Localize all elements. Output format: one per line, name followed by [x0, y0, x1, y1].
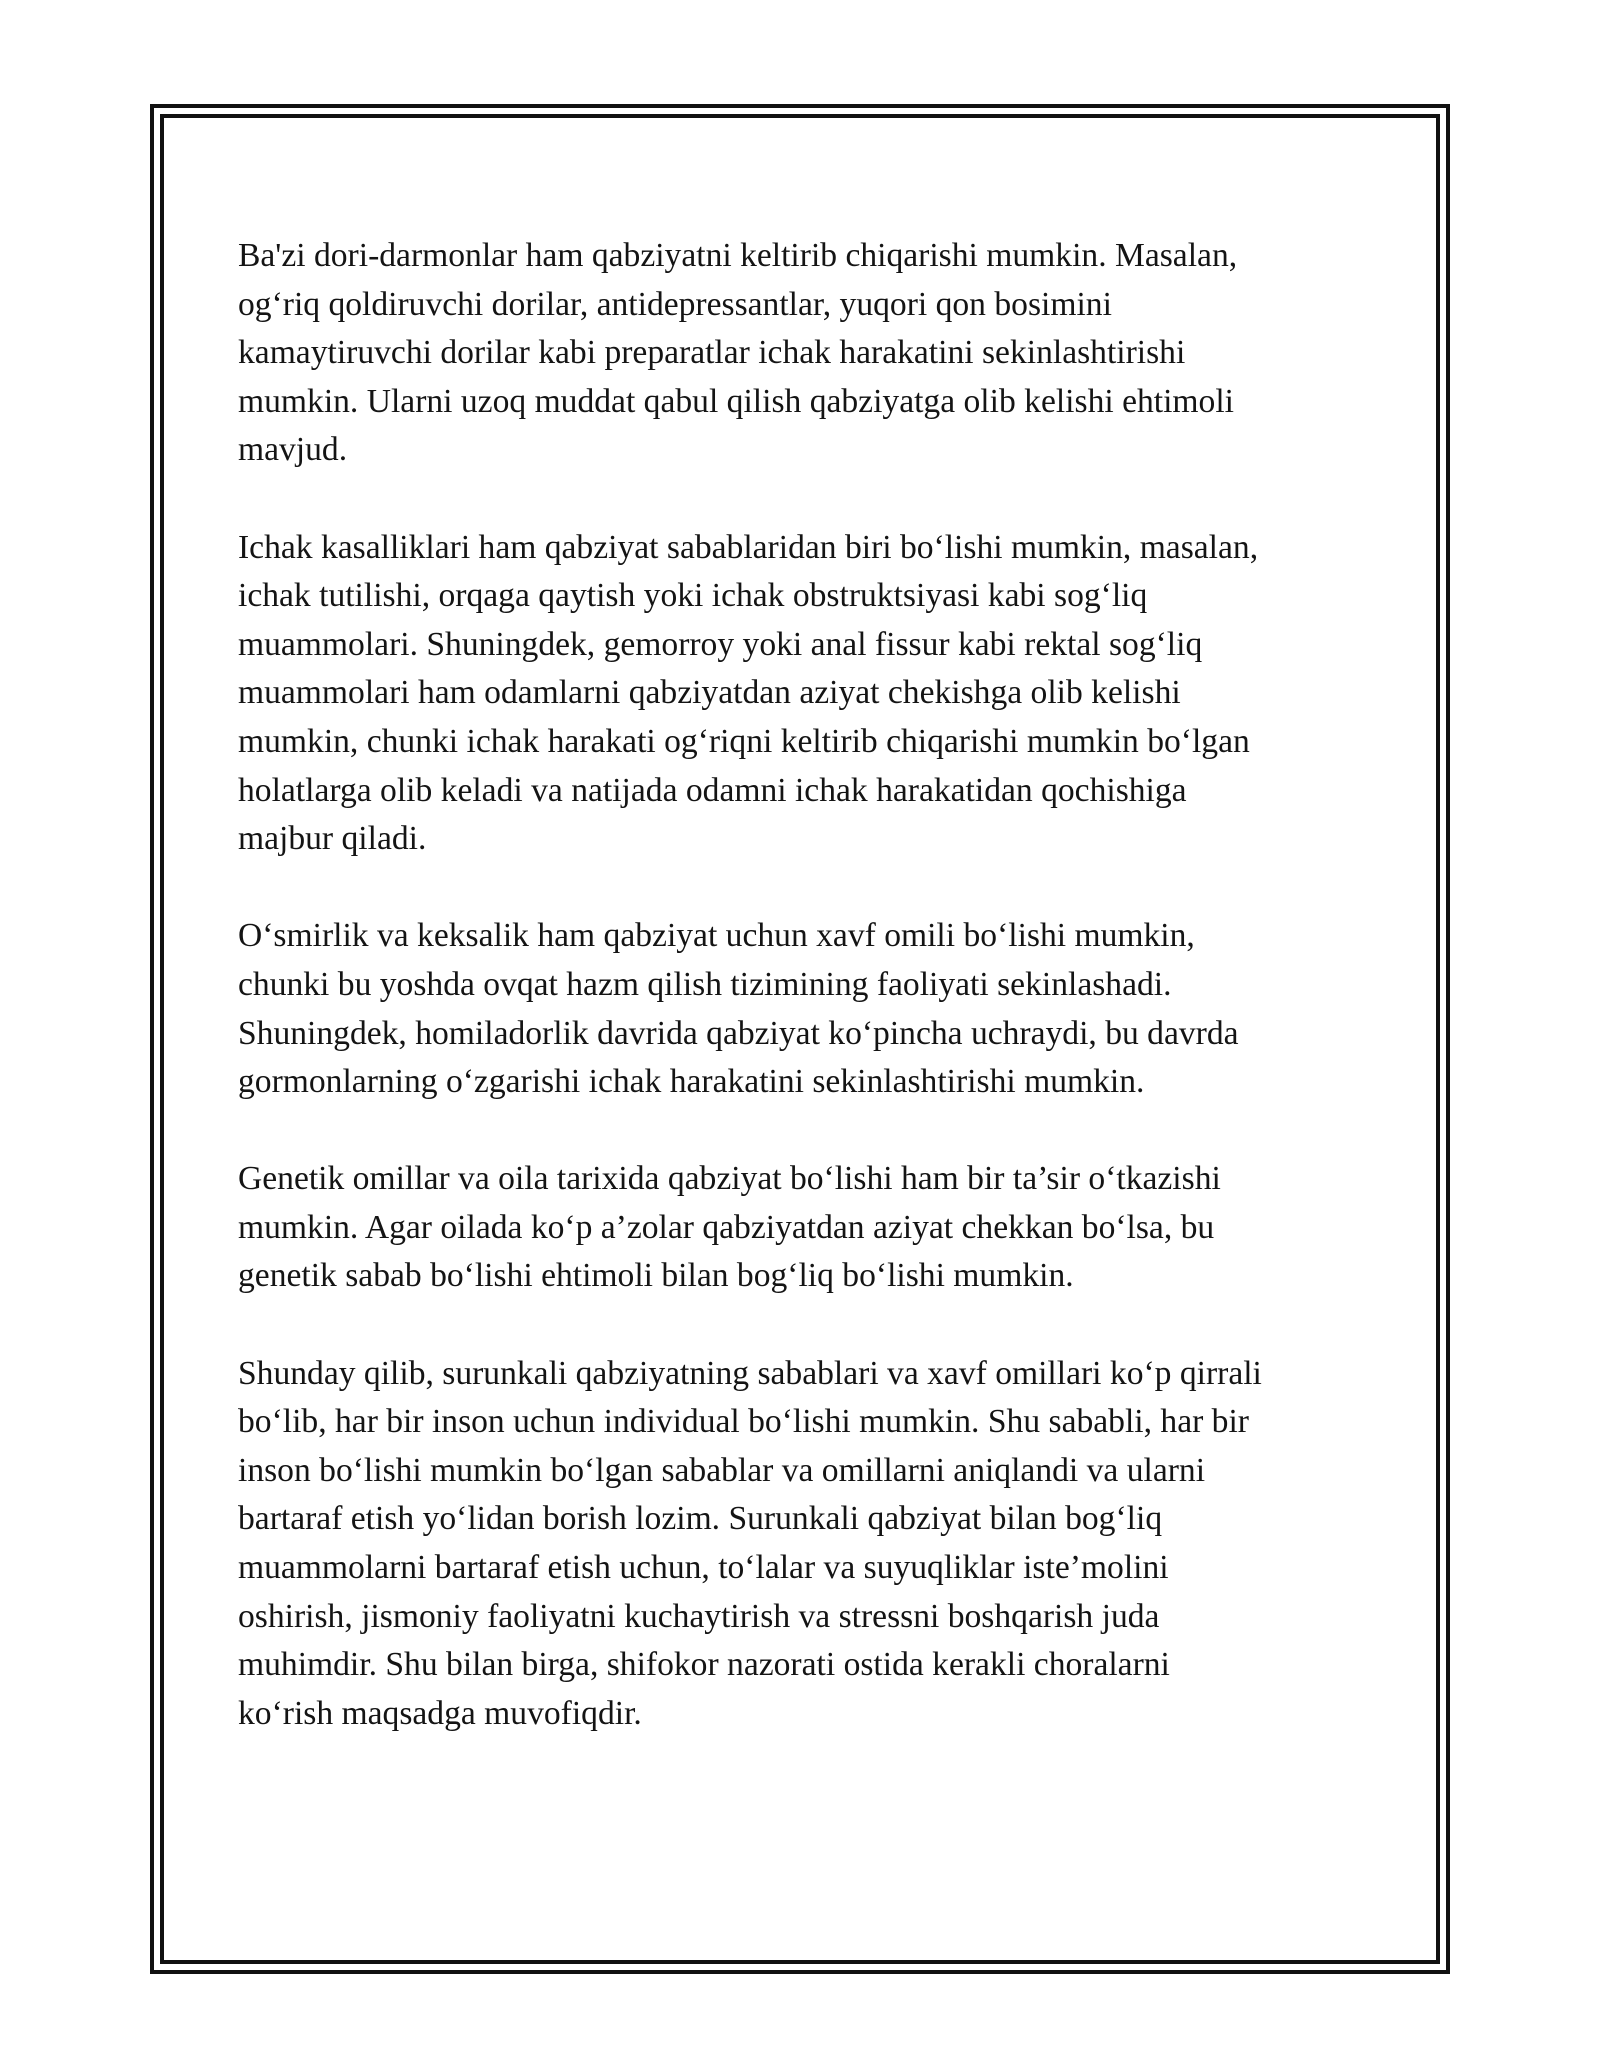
document-body	[238, 232, 1378, 1787]
paragraph-genetic-factors: Genetik omillar va oila tarixida qabziyat bo‘lishi ham bir ta’sir o‘tkazishi mumkin. Agar oilada ko‘p a’zolar qabziyatdan aziyat chekkan bo‘lsa, bu genetik sabab bo‘lishi ehtimoli bilan bog‘liq bo‘lishi mumkin.	[238, 1160, 1221, 1295]
paragraph-conclusion: Shunday qilib, surunkali qabziyatning sabablari va xavf omillari ko‘p qirrali bo‘lib, har bir inson uchun individual bo‘lishi mumkin. Shu sababli, har bir inson bo‘lishi mumkin bo‘lgan sabablar va omillarni aniqlandi va ularni bartaraf etish yo‘lidan borish lozim. Surunkali qabziyat bilan bog‘liq muammolarni bartaraf etish uchun, to‘lalar va suyuqliklar iste’molini oshirish, jismoniy faoliyatni kuchaytirish va stressni boshqarish juda muhimdir. Shu bilan birga, shifokor nazorati ostida kerakli choralarni ko‘rish maqsadga muvofiqdir.	[238, 1354, 1262, 1732]
paragraph-medications: Ba'zi dori-darmonlar ham qabziyatni keltirib chiqarishi mumkin. Masalan, og‘riq qoldiruvchi dorilar, antidepressantlar, yuqori qon bosimini kamaytiruvchi dorilar kabi preparatlar ichak harakatini sekinlashtirishi mumkin. Ularni uzoq muddat qabul qilish qabziyatga olib kelishi ehtimoli mavjud.	[238, 237, 1238, 469]
paragraph-age-factors: O‘smirlik va keksalik ham qabziyat uchun xavf omili bo‘lishi mumkin, chunki bu yoshda ovqat hazm qilish tizimining faoliyati sekinlashadi. Shuningdek, homiladorlik davrida qabziyat ko‘pincha uchraydi, bu davrda gormonlarning o‘zgarishi ichak harakatini sekinlashtirishi mumkin.	[238, 917, 1239, 1101]
paragraph-intestinal-diseases: Ichak kasalliklari ham qabziyat sabablaridan biri bo‘lishi mumkin, masalan, ichak tutilishi, orqaga qaytish yoki ichak obstruktsiyasi kabi sog‘liq muammolari. Shuningdek, gemorroy yoki anal fissur kabi rektal sog‘liq muammolari ham odamlarni qabziyatdan aziyat chekishga olib kelishi mumkin, chunki ichak harakati og‘riqni keltirib chiqarishi mumkin bo‘lgan holatlarga olib keladi va natijada odamni ichak harakatidan qochishiga majbur qiladi.	[238, 528, 1259, 858]
